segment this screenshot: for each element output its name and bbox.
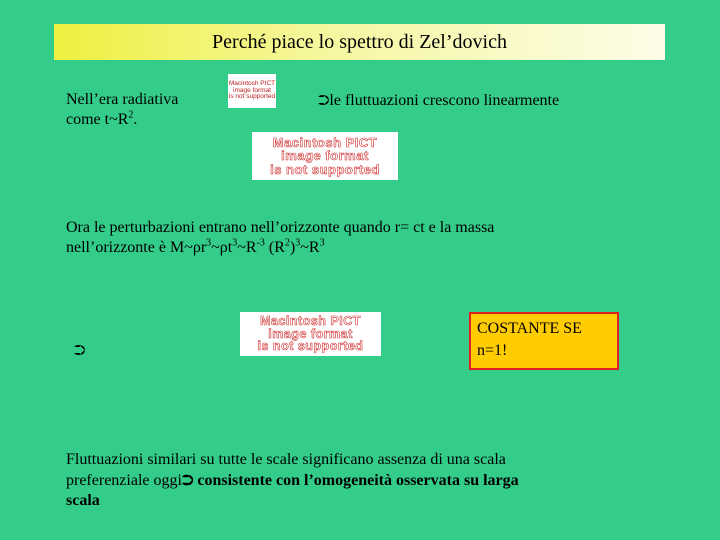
conclusion-line2: preferenziale oggi⮊ consistente con l’omogeneità osservata su larga [66, 471, 519, 489]
horizon-line1: Ora le perturbazioni entrano nell’orizzonte quando r= ct e la massa [66, 219, 495, 236]
horizon-paragraph [66, 218, 494, 258]
implies-arrow-icon: ⮊ [181, 471, 194, 489]
conclusion-line3: scala [66, 492, 100, 509]
callout-line2: n=1! [477, 342, 508, 359]
slide-title [54, 24, 665, 60]
implies-arrow-icon: ⮊ [74, 341, 86, 359]
horizon-line2: nell’orizzonte è $M\sim\rho r^3\sim\rho t^3\sim R^{-3}$ $(R^2)^3\sim R^3$ [66, 237, 325, 256]
implies-arrow-icon: ⮊ [318, 91, 330, 109]
pict-placeholder-small: Macintosh PICT image format is not supported [228, 74, 276, 108]
pict-placeholder-1: Macintosh PICT image format is not supported [252, 132, 398, 180]
constant-callout-box [469, 312, 619, 370]
callout-line1: COSTANTE SE [477, 320, 582, 337]
conclusion-paragraph [66, 450, 519, 511]
radiative-era-text [66, 90, 178, 130]
radiative-era-line1: Nell’era radiativa [66, 91, 179, 108]
radiative-era-line2: come $t\sim R^2$. [66, 109, 138, 128]
fluctuations-grow-text [318, 90, 559, 111]
conclusion-line1: Fluttuazioni similari su tutte le scale significano assenza di una scala [66, 451, 506, 468]
implies-arrow-2 [74, 340, 85, 361]
fluctuations-grow-label: le fluttuazioni crescono linearmente [329, 92, 560, 109]
pict-placeholder-2: Macintosh PICT image format is not supported [240, 312, 381, 356]
slide-title-text: Perché piace lo spettro di Zel’dovich [212, 30, 507, 53]
